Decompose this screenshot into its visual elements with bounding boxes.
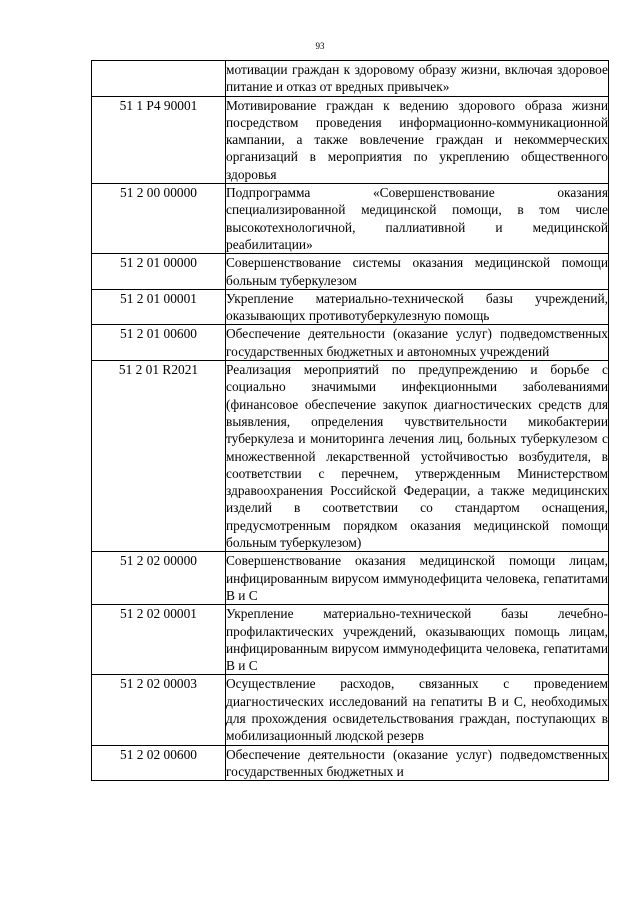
row-code: 51 2 02 00000 xyxy=(92,552,226,605)
page-number: 93 xyxy=(315,41,325,51)
row-description: Осуществление расходов, связанных с проведением диагностических исследований на гепатиты В и С, необходимых для прохождения освидетельствования граждан, поступающих в мобилизационный людской резерв xyxy=(226,676,608,744)
row-description: Мотивирование граждан к ведению здорового образа жизни посредством проведения информационно-коммуникационной кампании, а также вовлечение граждан и некоммерческих организаций в мероприятия по укреплению общественного здоровья xyxy=(226,97,608,182)
table-row xyxy=(92,325,609,361)
row-code: 51 2 02 00003 xyxy=(92,675,226,745)
row-code xyxy=(92,61,226,97)
table-row xyxy=(92,96,609,183)
row-description: Совершенствование оказания медицинской помощи лицам, инфицированным вирусом иммунодефицита человека, гепатитами В и С xyxy=(226,553,608,603)
table-row xyxy=(92,61,609,97)
table-row xyxy=(92,605,609,675)
row-description: Обеспечение деятельности (оказание услуг) подведомственных государственных бюджетных и автономных учреждений xyxy=(226,326,608,359)
row-description: Укрепление материально-технической базы учреждений, оказывающих противотуберкулезную помощь xyxy=(226,290,608,324)
budget-classification-table xyxy=(91,60,609,781)
row-code: 51 2 00 00000 xyxy=(92,184,226,254)
row-description: Укрепление материально-технической базы лечебно-профилактических учреждений, оказывающих помощь лицам, инфицированным вирусом иммунодефицита человека, гепатитами В и С xyxy=(226,606,608,674)
row-description: мотивации граждан к здоровому образу жизни, включая здоровое питание и отказ от вредных привычек» xyxy=(226,62,608,95)
row-description: Обеспечение деятельности (оказание услуг) подведомственных государственных бюджетных и xyxy=(226,746,608,779)
row-code: 51 1 P4 90001 xyxy=(92,96,226,183)
table-row xyxy=(92,254,609,290)
row-code: 51 2 02 00600 xyxy=(92,745,226,781)
row-code: 51 2 01 R2021 xyxy=(92,361,226,552)
row-code: 51 2 01 00000 xyxy=(92,254,226,290)
row-description: Реализация мероприятий по предупреждению и борьбе с социально значимыми инфекционными заболеваниями (финансовое обеспечение закупок диагностических средств для выявления, определения чувствительности микобактерии туберкулеза и мониторинга лечения лиц, больных туберкулезом с множественной лекарственной устойчивостью возбудителя, в соответствии с перечнем, утвержденным Министерством здравоохранения Российской Федерации, а также медицинских изделий в соответствии со стандартом оснащения, предусмотренным порядком оказания медицинской помощи больным туберкулезом) xyxy=(226,362,608,551)
table-row xyxy=(92,289,609,325)
table-row xyxy=(92,675,609,745)
table-row xyxy=(92,552,609,605)
row-description: Совершенствование системы оказания медицинской помощи больным туберкулезом xyxy=(226,255,608,288)
row-description: Подпрограмма «Совершенствование оказания специализированной медицинской помощи, в том числе высокотехнологичной, паллиативной и медицинской реабилитации» xyxy=(226,185,608,252)
table-row xyxy=(92,184,609,254)
table-row xyxy=(92,745,609,781)
table-row xyxy=(92,361,609,552)
row-code: 51 2 01 00600 xyxy=(92,325,226,361)
row-code: 51 2 01 00001 xyxy=(92,289,226,325)
row-code: 51 2 02 00001 xyxy=(92,605,226,675)
